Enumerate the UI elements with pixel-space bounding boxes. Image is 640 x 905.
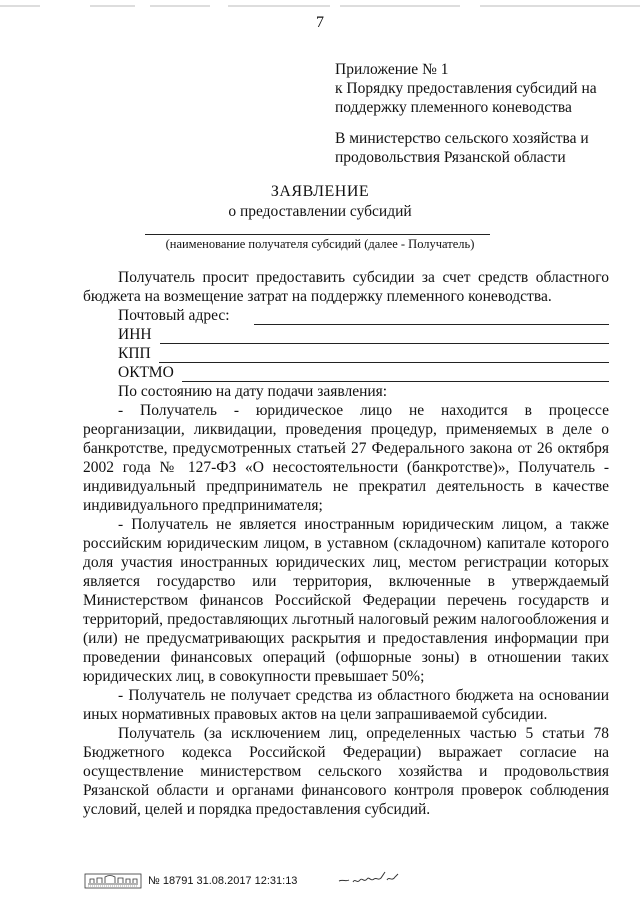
- inn-field: [83, 325, 609, 344]
- document-subtitle: о предоставлении субсидий: [228, 203, 412, 220]
- office-logo-stamp: [84, 873, 142, 889]
- document-body: [83, 268, 609, 819]
- oktmo-blank: [182, 367, 609, 382]
- page-number: 7: [316, 14, 324, 31]
- recipient-line: продовольствия Рязанской области: [335, 149, 566, 166]
- document-title: ЗАЯВЛЕНИЕ: [270, 183, 370, 200]
- annex-line: к Порядку предоставления субсидий на: [335, 80, 597, 97]
- annex-header: [335, 60, 597, 117]
- kpp-blank: [159, 348, 609, 363]
- oktmo-label: ОКТМО: [118, 364, 174, 381]
- oktmo-field: [83, 363, 609, 382]
- condition-paragraph: - Получатель не получает средства из областного бюджета на основании иных нормативных правовых актов на цели запрашиваемой субсидии.: [83, 687, 609, 723]
- scan-artifact-line: [0, 3, 640, 9]
- handwritten-signature: [337, 866, 407, 888]
- applicant-name-caption: (наименование получателя субсидий (далее - Получатель): [165, 237, 475, 251]
- condition-paragraph: - Получатель - юридическое лицо не находится в процессе реорганизации, ликвидации, проведения процедур, применяемых в деле о банкротстве, предусмотренных статьей 27 Федерального закона от 26 октября 2002 года № 127-ФЗ «О несостоятельности (банкротстве)», Получатель - индивидуальный предприниматель не прекратил деятельность в качестве индивидуального предпринимателя;: [83, 402, 609, 514]
- annex-line: поддержку племенного коневодства: [335, 99, 572, 116]
- recipient-block: [335, 129, 589, 167]
- intro-paragraph: Получатель просит предоставить субсидии за счет средств областного бюджета на возмещение затрат на поддержку племенного коневодства.: [83, 269, 609, 305]
- condition-paragraph: - Получатель не является иностранным юридическим лицом, а также российским юридическим лицом, в уставном (складочном) капитале которого доля участия иностранных юридических лиц, местом регистрации которых является государство или территория, включенные в утверждаемый Министерством финансов Российской Федерации перечень государств и территорий, предоставляющих льготный налоговый режим налогообложения и (или) не предусматривающих раскрытия и предоставления информации при проведении финансовых операций (офшорные зоны) в отношении таких юридических лиц, в совокупности превышает 50%;: [83, 516, 609, 685]
- address-label: Почтовый адрес:: [118, 307, 230, 324]
- kpp-field: [83, 344, 609, 363]
- recipient-line: В министерство сельского хозяйства и: [335, 130, 589, 147]
- kpp-label: КПП: [118, 345, 151, 362]
- annex-line: Приложение № 1: [335, 61, 449, 78]
- inn-blank: [160, 329, 609, 344]
- address-field: [83, 306, 609, 325]
- inn-label: ИНН: [118, 326, 152, 343]
- address-blank: [254, 310, 609, 325]
- consent-paragraph: Получатель (за исключением лиц, определенных частью 5 статьи 78 Бюджетного кодекса Российской Федерации) выражает согласие на осуществление министерством сельского хозяйства и продовольствия Рязанской области и органами финансового контроля проверок соблюдения условий, целей и порядка предоставления субсидий.: [83, 725, 609, 818]
- status-intro: По состоянию на дату подачи заявления:: [118, 383, 388, 400]
- applicant-name-blank: [145, 234, 490, 235]
- registration-stamp: № 18791 31.08.2017 12:31:13: [148, 875, 298, 887]
